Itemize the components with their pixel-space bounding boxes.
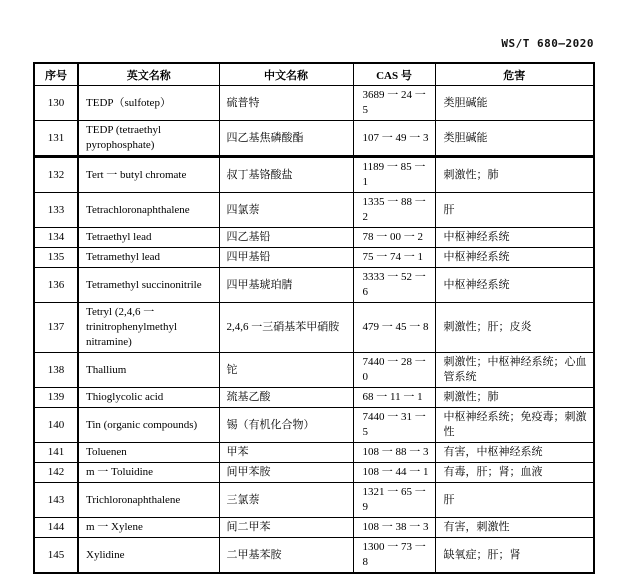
table-row bbox=[34, 86, 594, 121]
cell-english-name: Tetraethyl lead bbox=[78, 228, 219, 248]
cell-cas-number: 108 一 44 一 1 bbox=[353, 463, 435, 483]
cell-cas-number: 1335 一 88 一 2 bbox=[353, 193, 435, 228]
column-header-index: 序号 bbox=[34, 63, 78, 86]
standard-number: WS/T 680—2020 bbox=[501, 37, 594, 50]
cell-index: 139 bbox=[34, 388, 78, 408]
cell-english-name: Tin (organic compounds) bbox=[78, 408, 219, 443]
cell-hazard: 中枢神经系统 bbox=[435, 248, 594, 268]
table-row bbox=[34, 518, 594, 538]
cell-index: 142 bbox=[34, 463, 78, 483]
cell-index: 133 bbox=[34, 193, 78, 228]
cell-hazard: 缺氧症；肝；肾 bbox=[435, 538, 594, 574]
cell-english-name: Tert 一 butyl chromate bbox=[78, 157, 219, 193]
cell-hazard: 类胆碱能 bbox=[435, 86, 594, 121]
cell-english-name: m 一 Xylene bbox=[78, 518, 219, 538]
cell-index: 145 bbox=[34, 538, 78, 574]
cell-chinese-name: 硫普特 bbox=[219, 86, 353, 121]
cell-cas-number: 479 一 45 一 8 bbox=[353, 303, 435, 353]
table-row bbox=[34, 483, 594, 518]
cell-english-name: TEDP（sulfotep） bbox=[78, 86, 219, 121]
cell-chinese-name: 二甲基苯胺 bbox=[219, 538, 353, 574]
cell-hazard: 肝 bbox=[435, 483, 594, 518]
cell-chinese-name: 四甲基铅 bbox=[219, 248, 353, 268]
cell-cas-number: 3689 一 24 一 5 bbox=[353, 86, 435, 121]
column-header-cas: CAS 号 bbox=[353, 63, 435, 86]
table-row bbox=[34, 353, 594, 388]
cell-hazard: 刺激性；肝；皮炎 bbox=[435, 303, 594, 353]
cell-cas-number: 68 一 11 一 1 bbox=[353, 388, 435, 408]
table-row bbox=[34, 193, 594, 228]
cell-chinese-name: 间二甲苯 bbox=[219, 518, 353, 538]
cell-cas-number: 1321 一 65 一 9 bbox=[353, 483, 435, 518]
cell-hazard: 有害，中枢神经系统 bbox=[435, 443, 594, 463]
cell-english-name: TEDP (tetraethyl pyrophosphate) bbox=[78, 121, 219, 157]
hazard-substance-table bbox=[33, 62, 595, 574]
cell-chinese-name: 间甲苯胺 bbox=[219, 463, 353, 483]
cell-index: 136 bbox=[34, 268, 78, 303]
table-row bbox=[34, 157, 594, 193]
cell-chinese-name: 锡（有机化合物） bbox=[219, 408, 353, 443]
table-header-row bbox=[34, 63, 594, 86]
cell-cas-number: 7440 一 28 一 0 bbox=[353, 353, 435, 388]
cell-cas-number: 1189 一 85 一 1 bbox=[353, 157, 435, 193]
table-row bbox=[34, 388, 594, 408]
cell-hazard: 刺激性；中枢神经系统；心血管系统 bbox=[435, 353, 594, 388]
cell-cas-number: 75 一 74 一 1 bbox=[353, 248, 435, 268]
cell-chinese-name: 四乙基焦磷酸酯 bbox=[219, 121, 353, 157]
cell-english-name: Xylidine bbox=[78, 538, 219, 574]
hazard-table-body bbox=[34, 86, 594, 574]
cell-index: 141 bbox=[34, 443, 78, 463]
cell-english-name: Tetramethyl succinonitrile bbox=[78, 268, 219, 303]
cell-index: 132 bbox=[34, 157, 78, 193]
table-row bbox=[34, 121, 594, 157]
table-row bbox=[34, 538, 594, 574]
cell-english-name: Tetryl (2,4,6 一 trinitrophenylmethyl nitramine) bbox=[78, 303, 219, 353]
cell-chinese-name: 甲苯 bbox=[219, 443, 353, 463]
table-row bbox=[34, 228, 594, 248]
cell-hazard: 肝 bbox=[435, 193, 594, 228]
cell-cas-number: 3333 一 52 一 6 bbox=[353, 268, 435, 303]
column-header-english: 英文名称 bbox=[78, 63, 219, 86]
cell-index: 138 bbox=[34, 353, 78, 388]
cell-cas-number: 7440 一 31 一 5 bbox=[353, 408, 435, 443]
cell-index: 131 bbox=[34, 121, 78, 157]
table-row bbox=[34, 303, 594, 353]
cell-chinese-name: 叔丁基铬酸盐 bbox=[219, 157, 353, 193]
cell-hazard: 刺激性；肺 bbox=[435, 157, 594, 193]
cell-chinese-name: 四乙基铅 bbox=[219, 228, 353, 248]
cell-chinese-name: 四氯萘 bbox=[219, 193, 353, 228]
cell-cas-number: 78 一 00 一 2 bbox=[353, 228, 435, 248]
cell-index: 135 bbox=[34, 248, 78, 268]
cell-english-name: Thallium bbox=[78, 353, 219, 388]
cell-index: 140 bbox=[34, 408, 78, 443]
column-header-hazard: 危害 bbox=[435, 63, 594, 86]
column-header-chinese: 中文名称 bbox=[219, 63, 353, 86]
cell-index: 130 bbox=[34, 86, 78, 121]
cell-english-name: Thioglycolic acid bbox=[78, 388, 219, 408]
table-row bbox=[34, 268, 594, 303]
cell-cas-number: 108 一 38 一 3 bbox=[353, 518, 435, 538]
cell-cas-number: 107 一 49 一 3 bbox=[353, 121, 435, 157]
cell-index: 144 bbox=[34, 518, 78, 538]
cell-hazard: 有毒，肝；肾；血液 bbox=[435, 463, 594, 483]
cell-index: 134 bbox=[34, 228, 78, 248]
cell-english-name: Toluenen bbox=[78, 443, 219, 463]
cell-hazard: 中枢神经系统；免疫毒；刺激性 bbox=[435, 408, 594, 443]
cell-english-name: m 一 Toluidine bbox=[78, 463, 219, 483]
table-row bbox=[34, 248, 594, 268]
cell-hazard: 中枢神经系统 bbox=[435, 268, 594, 303]
cell-chinese-name: 铊 bbox=[219, 353, 353, 388]
cell-english-name: Trichloronaphthalene bbox=[78, 483, 219, 518]
cell-index: 137 bbox=[34, 303, 78, 353]
cell-chinese-name: 巯基乙酸 bbox=[219, 388, 353, 408]
cell-chinese-name: 四甲基琥珀腈 bbox=[219, 268, 353, 303]
cell-index: 143 bbox=[34, 483, 78, 518]
cell-hazard: 中枢神经系统 bbox=[435, 228, 594, 248]
cell-cas-number: 1300 一 73 一 8 bbox=[353, 538, 435, 574]
cell-hazard: 类胆碱能 bbox=[435, 121, 594, 157]
cell-hazard: 刺激性；肺 bbox=[435, 388, 594, 408]
cell-cas-number: 108 一 88 一 3 bbox=[353, 443, 435, 463]
table-row bbox=[34, 463, 594, 483]
cell-chinese-name: 2,4,6 一三硝基苯甲硝胺 bbox=[219, 303, 353, 353]
table-row bbox=[34, 408, 594, 443]
cell-chinese-name: 三氯萘 bbox=[219, 483, 353, 518]
cell-hazard: 有害，刺激性 bbox=[435, 518, 594, 538]
cell-english-name: Tetramethyl lead bbox=[78, 248, 219, 268]
cell-english-name: Tetrachloronaphthalene bbox=[78, 193, 219, 228]
